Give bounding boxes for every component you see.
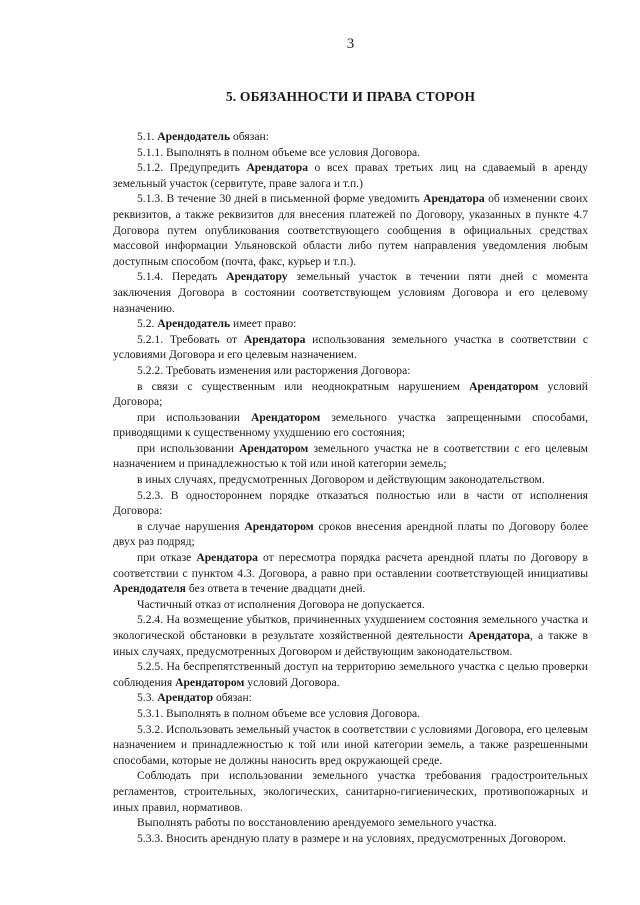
paragraph-p5 xyxy=(113,269,588,316)
party-name: Арендатору xyxy=(226,270,288,284)
paragraph-p10 xyxy=(113,410,588,441)
paragraph-text: 5.2.4. На возмещение убытков, причиненных ухудшением состояния земельного участка и экологической обстановки в результате хозяйственной деятельности xyxy=(113,613,588,642)
party-name: Арендатором xyxy=(250,410,321,424)
paragraph-text: 5.1.1. Выполнять в полном объеме все условия Договора. xyxy=(137,145,421,159)
party-name: Арендодателя xyxy=(113,582,186,596)
paragraph-p11 xyxy=(113,441,588,472)
paragraph-p13 xyxy=(113,488,588,519)
paragraph-p20 xyxy=(113,706,588,722)
paragraph-text: от пересмотра порядка расчета арендной платы по Договору в соответствии с пунктом 4.3. Договора, а равно при оставлении соответствующей инициативы xyxy=(113,551,588,580)
paragraph-text: 5.2.5. На беспрепятственный доступ на территорию земельного участка с целью проверки соблюдения xyxy=(113,660,588,689)
paragraph-text: земельный участок в течении пяти дней с момента заключения Договора в состоянии соответствующем условиям Договора и его целевому назначению. xyxy=(113,270,589,315)
paragraph-text: 5.2. xyxy=(137,317,158,331)
paragraph-text: 5.2.1. Требовать от xyxy=(137,332,244,346)
party-name: Арендатора xyxy=(468,629,530,642)
party-name: Арендатор xyxy=(157,691,214,705)
paragraph-p16 xyxy=(113,597,588,613)
party-name: Арендатором xyxy=(239,441,309,455)
paragraph-p8 xyxy=(113,363,588,379)
party-name: Арендатора xyxy=(243,332,306,346)
paragraph-p17 xyxy=(113,612,588,659)
paragraph-text: 5.1.2. Предупредить xyxy=(137,161,247,175)
paragraph-text: 5.3.2. Использовать земельный участок в соответствии с условиями Договора, его целевым назначением и принадлежностью к той или иной категории земель, а также разрешенными способами, которые не должны наносить вред окружающей среде. xyxy=(113,722,588,767)
paragraph-p14 xyxy=(113,519,588,550)
paragraph-text: при использовании xyxy=(137,410,251,424)
paragraph-text: использования земельного участка в соответствии с условиями Договора и его целевым назначением. xyxy=(113,332,588,362)
paragraph-p1 xyxy=(113,129,588,145)
paragraph-text: 5.1.4. Передать xyxy=(137,270,227,284)
party-name: Арендатором xyxy=(469,379,539,393)
paragraph-text: обязан: xyxy=(230,130,269,143)
paragraph-text: о всех правах третьих лиц на сдаваемый в аренду земельный участок (сервитуте, праве залога и т.п.) xyxy=(113,161,588,190)
paragraph-text: имеет право: xyxy=(230,317,297,331)
paragraph-text: в связи с существенным или неоднократным нарушением xyxy=(137,379,470,393)
paragraph-text: об изменении своих реквизитов, а также реквизитов для внесения платежей по Договору, указанных в пункте 4.7 Договора путем опубликования соответствующего сообщения в официальных средствах массовой информации Ульяновской области либо путем направления уведомления любым доступным способом (почта, факс, курьер и т.п.). xyxy=(113,192,588,268)
party-name: Арендатором xyxy=(244,519,314,533)
paragraph-text: при использовании xyxy=(137,441,240,455)
party-name: Арендатора xyxy=(423,192,485,206)
paragraph-p12 xyxy=(113,472,588,488)
party-name: Арендодатель xyxy=(157,130,231,143)
paragraph-text: Частичный отказ от исполнения Договора не допускается. xyxy=(137,597,425,611)
paragraph-text: земельного участка не в соответствии с его целевым назначением и принадлежностью к той или иной категории земель; xyxy=(113,441,588,471)
paragraph-text: 5.1.3. В течение 30 дней в письменной форме уведомить xyxy=(137,192,424,206)
paragraph-text: Выполнять работы по восстановлению арендуемого земельного участка. xyxy=(137,816,497,830)
paragraph-text: земельного участка запрещенными способами, приводящими к существенному ухудшению его состояния; xyxy=(113,410,589,440)
party-name: Арендодатель xyxy=(157,317,231,331)
paragraph-text: при отказе xyxy=(137,551,197,565)
paragraph-text: 5.2.2. Требовать изменения или расторжения Договора: xyxy=(137,363,411,377)
paragraph-text: 5.2.3. В одностороннем порядке отказаться полностью или в части от исполнения Договора: xyxy=(113,488,588,518)
paragraph-text: сроков внесения арендной платы по Договору более двух раз подряд; xyxy=(113,519,588,549)
paragraph-p6 xyxy=(113,316,588,332)
paragraph-p18 xyxy=(113,659,588,690)
paragraph-p9 xyxy=(113,379,588,410)
paragraph-p15 xyxy=(113,550,588,597)
paragraph-text: в иных случаях, предусмотренных Договором и действующим законодательством. xyxy=(137,473,545,487)
paragraph-text: Соблюдать при использовании земельного участка требования градостроительных регламентов, строительных, экологических, санитарно-гигиенических, противопожарных и иных правил, нормативов. xyxy=(113,769,588,814)
section-body xyxy=(113,129,588,846)
paragraph-p21 xyxy=(113,722,588,769)
paragraph-p23 xyxy=(113,815,588,831)
paragraph-text: в случае нарушения xyxy=(137,519,245,533)
paragraph-text: условий Договора. xyxy=(244,675,340,689)
paragraph-text: без ответа в течение двадцати дней. xyxy=(185,582,366,596)
paragraph-p2 xyxy=(113,145,588,161)
party-name: Арендатора xyxy=(246,161,309,175)
paragraph-text: , а также в иных случаях, предусмотренных Договором и действующим законодательством. xyxy=(113,629,588,658)
paragraph-p24 xyxy=(113,831,588,847)
party-name: Арендатора xyxy=(196,551,258,565)
paragraph-text: условий Договора; xyxy=(113,379,588,409)
paragraph-p19 xyxy=(113,690,588,706)
paragraph-p3 xyxy=(113,160,588,191)
paragraph-text: 5.3. xyxy=(137,691,158,705)
paragraph-text: 5.3.1. Выполнять в полном объеме все условия Договора. xyxy=(137,706,421,720)
page-number: 3 xyxy=(346,36,355,52)
paragraph-p22 xyxy=(113,768,588,815)
paragraph-p4 xyxy=(113,191,588,269)
paragraph-p7 xyxy=(113,332,588,363)
party-name: Арендатором xyxy=(175,675,245,689)
paragraph-text: обязан: xyxy=(213,691,252,705)
section-title: 5. ОБЯЗАННОСТИ И ПРАВА СТОРОН xyxy=(225,89,476,104)
paragraph-text: 5.3.3. Вносить арендную плату в размере и на условиях, предусмотренных Договором. xyxy=(137,831,566,845)
paragraph-text: 5.1. xyxy=(137,130,158,143)
